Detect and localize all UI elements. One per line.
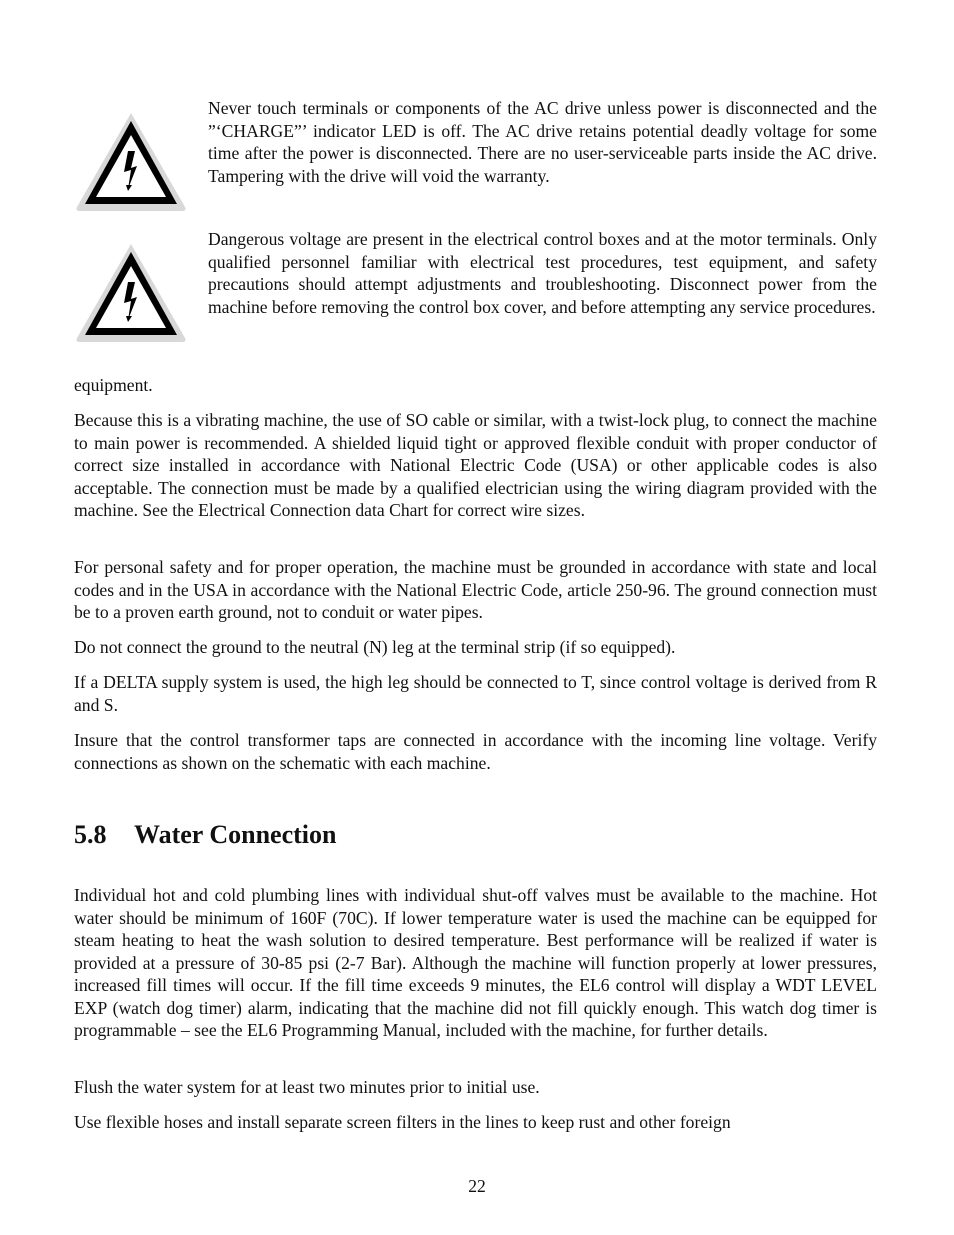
page-number: 22 [468,1176,486,1196]
paragraph-equipment: equipment. [74,375,153,395]
paragraph-plumbing-lines: Individual hot and cold plumbing lines with individual shut-off valves must be available to the machine. Hot water should be minimum of 160F (70C). If lower temperature water is used the machine can be equipped for steam heating to heat the wash solution to desired temperature. Best performance will be realized if water is provided at a pressure of 30-85 psi (2-7 Bar). Although the machine will function properly at lower pressures, increased fill times will occur. If the fill time exceeds 9 minutes, the EL6 control will display a WDT LEVEL EXP (watch dog timer) alarm, indicating that the machine did not fill quickly enough. This watch dog timer is programmable – see the EL6 Programming Manual, included with the machine, for further details. [74,885,877,1040]
section-heading [74,818,336,852]
section-number: 5.8 [74,820,107,849]
paragraph-transformer-taps: Insure that the control transformer taps are connected in accordance with the incoming line voltage. Verify connections as shown on the schematic with each machine. [74,730,877,773]
paragraph-flush-water: Flush the water system for at least two minutes prior to initial use. [74,1077,540,1097]
paragraph-flexible-hoses: Use flexible hoses and install separate screen filters in the lines to keep rust and other foreign [74,1112,731,1132]
warning-text-ac-drive: Never touch terminals or components of the AC drive unless power is disconnected and the ”‘CHARGE”’ indicator LED is off. The AC drive retains potential deadly voltage for some time after the power is disconnected. There are no user-serviceable parts inside the AC drive. Tampering with the drive will void the warranty. [208,98,877,186]
paragraph-power-cable: Because this is a vibrating machine, the use of SO cable or similar, with a twist-lock plug, to connect the machine to main power is recommended. A shielded liquid tight or approved flexible conduit with proper conductor of correct size installed in accordance with National Electric Code (USA) or other applicable codes is also acceptable. The connection must be made by a qualified electrician using the wiring diagram provided with the machine. See the Electrical Connection data Chart for correct wire sizes. [74,410,877,520]
section-title: Water Connection [134,820,337,849]
paragraph-delta-supply: If a DELTA supply system is used, the high leg should be connected to T, since control voltage is derived from R and S. [74,672,877,715]
paragraph-grounding: For personal safety and for proper operation, the machine must be grounded in accordance with state and local codes and in the USA in accordance with the National Electric Code, article 250-96. The ground connection must be to a proven earth ground, not to conduit or water pipes. [74,557,877,622]
high-voltage-warning-icon [73,109,189,213]
warning-text-control-boxes: Dangerous voltage are present in the electrical control boxes and at the motor terminals. Only qualified personnel familiar with electrical test procedures, test equipment, and safety precautions should attempt adjustments and troubleshooting. Disconnect power from the machine before removing the control box cover, and before attempting any service procedures. [208,229,877,317]
high-voltage-warning-icon [73,240,189,344]
paragraph-neutral-leg: Do not connect the ground to the neutral (N) leg at the terminal strip (if so equipped). [74,637,676,657]
